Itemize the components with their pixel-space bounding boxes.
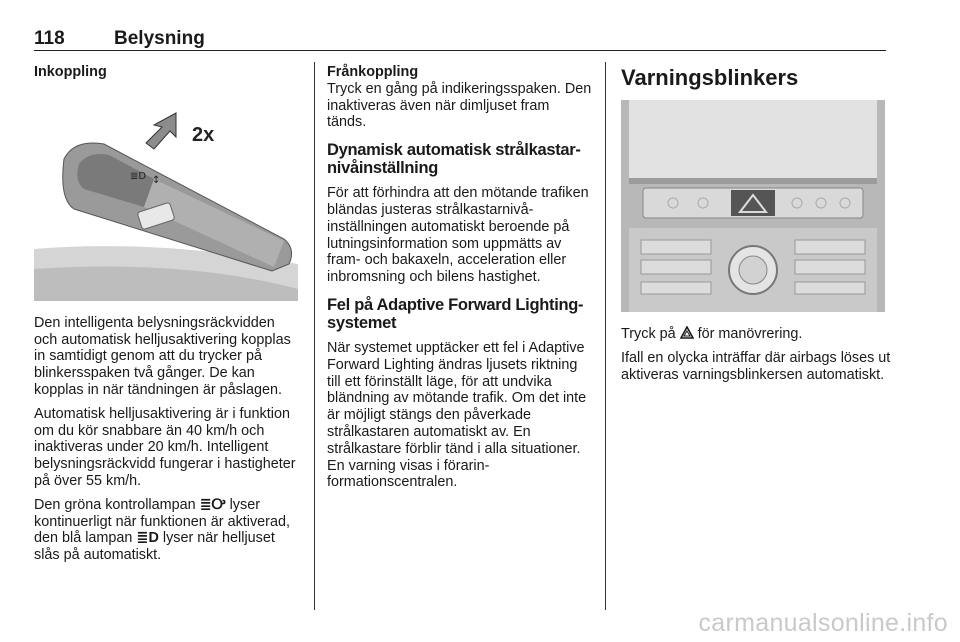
paragraph bbox=[621, 326, 891, 343]
text-run: lyser kontinuerligt när funktionen är aktiverad, den blå lampan bbox=[34, 496, 290, 547]
column-1 bbox=[34, 64, 299, 571]
high-beam-icon: ≣D bbox=[136, 530, 159, 547]
stalk-figure bbox=[34, 89, 298, 301]
subheading-inkoppling: Inkoppling bbox=[34, 64, 107, 80]
section-title: Varningsblinkers bbox=[621, 65, 799, 90]
section-heading: Dynamisk automatisk strålkastarnivåinställning bbox=[327, 141, 581, 178]
chapter-title: Belysning bbox=[114, 28, 205, 49]
paragraph: Automatisk helljusaktivering är i funktion om du kör snabbare än 40 km/h och inaktiveras under 20 km/h. Intelligent belysningsräckvidd fungerar i hastigheter på över 55 km/h. bbox=[34, 405, 296, 489]
paragraph: Tryck en gång på indikeringsspaken. Den inaktiveras även när dimljuset fram tänds. bbox=[327, 80, 592, 131]
paragraph bbox=[34, 497, 299, 564]
text-run: Tryck på bbox=[621, 326, 676, 342]
paragraph: Den intelligenta belysningsräckvidden och automatisk helljusaktivering kopplas in samtidigt genom att du trycker på blinkersspaken två gånger. De kan kopplas in när tändningen är påslagen. bbox=[34, 314, 291, 398]
text-run: Den gröna kontrollampan bbox=[34, 496, 196, 513]
figure-label: 2x bbox=[192, 123, 215, 146]
paragraph: För att förhindra att den mötande trafiken bländas justeras strålkastarnivåinställningen automatiskt beroende på lutningsinformation som uppmätts av fram- och bakaxeln, acceleration eller inbromsning och bilens hastighet. bbox=[327, 185, 589, 286]
watermark: carmanualsonline.info bbox=[698, 609, 948, 637]
high-beam-assist-icon: ≣Ꭴ bbox=[199, 496, 226, 513]
column-divider bbox=[314, 62, 315, 610]
section-heading: Fel på Adaptive Forward Lighting-systemet bbox=[327, 295, 584, 332]
column-divider bbox=[605, 62, 606, 610]
text-run: lyser när helljuset slås på automatiskt. bbox=[34, 530, 275, 564]
subheading-frankoppling: Frånkoppling bbox=[327, 64, 419, 80]
svg-text:≣D: ≣D bbox=[130, 170, 147, 182]
column-3 bbox=[621, 66, 891, 390]
column-2 bbox=[327, 64, 592, 498]
page-header bbox=[34, 28, 886, 51]
paragraph: När systemet upptäcker ett fel i Adaptive Forward Lighting ändras ljusets riktning till ett förinställt läge, för att undvika bländning av mötande trafik. Om det inte är möjligt stängs den påverkade strålkastaren automatiskt av. En strålkastare förblir tänd i alla situationer. En varning visas i förarinformationscentralen. bbox=[327, 339, 587, 491]
page-number: 118 bbox=[34, 28, 65, 49]
text-run: för manövrering. bbox=[697, 326, 803, 342]
paragraph: Ifall en olycka inträffar där airbags löses ut aktiveras varningsblinkersen automatiskt. bbox=[621, 349, 891, 383]
hazard-panel-figure bbox=[621, 100, 885, 312]
svg-text:↕: ↕ bbox=[152, 174, 161, 186]
hazard-warning-icon bbox=[680, 326, 694, 339]
